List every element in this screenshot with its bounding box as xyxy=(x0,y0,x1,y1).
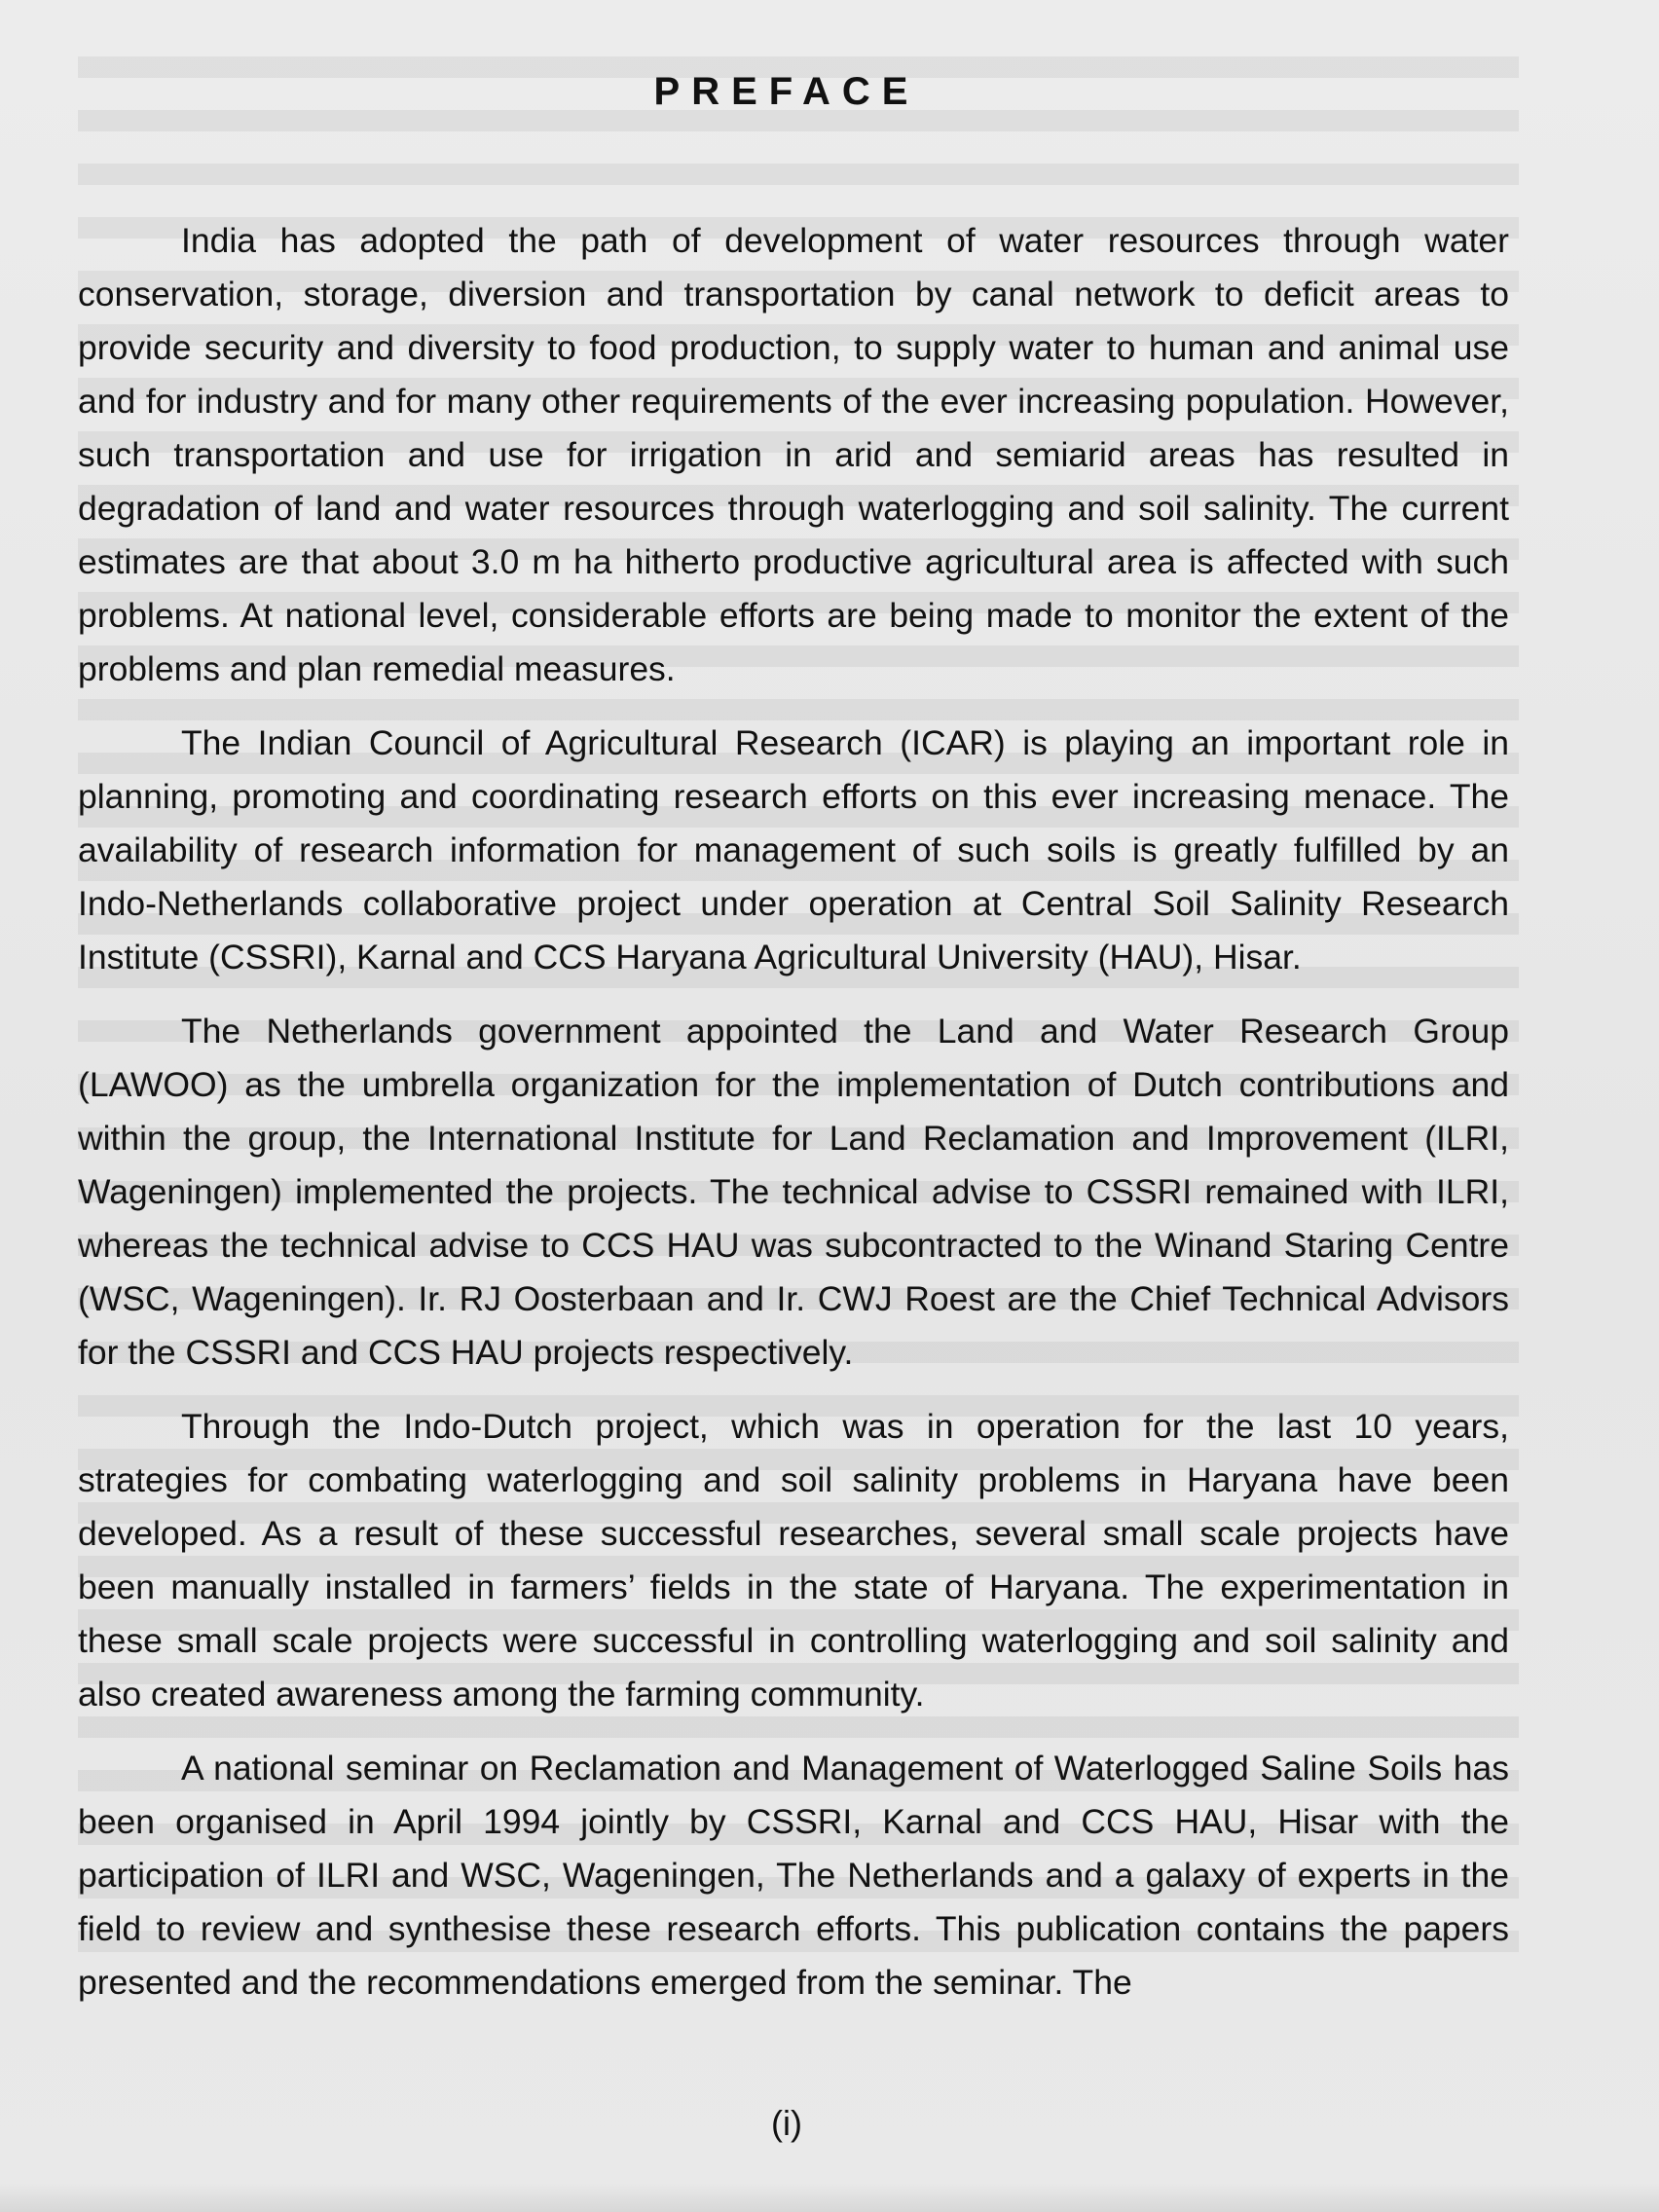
paragraph-2: The Indian Council of Agricultural Research (ICAR) is playing an important role in planning, promoting and coordinating research efforts on this ever increasing menace. The availability of research information for management of such soils is greatly fulfilled by an Indo-Netherlands collaborative project under operation at Central Soil Salinity Research Institute (CSSRI), Karnal and CCS Haryana Agricultural University (HAU), Hisar. xyxy=(78,723,1509,977)
paragraph-3: The Netherlands government appointed the Land and Water Research Group (LAWOO) as the umbrella organization for the implementation of Dutch contributions and within the group, the International Institute for Land Reclamation and Improvement (ILRI, Wageningen) implemented the projects. The technical advise to CSSRI remained with ILRI, whereas the technical advise to CCS HAU was subcontracted to the Winand Staring Centre (WSC, Wageningen). Ir. RJ Oosterbaan and Ir. CWJ Roest are the Chief Technical Advisors for the CSSRI and CCS HAU projects respectively. xyxy=(78,1012,1509,1372)
preface-body xyxy=(78,214,1509,2030)
paragraph-5: A national seminar on Reclamation and Management of Waterlogged Saline Soils has been organised in April 1994 jointly by CSSRI, Karnal and CCS HAU, Hisar with the participation of ILRI and WSC, Wageningen, The Netherlands and a galaxy of experts in the field to review and synthesise these research efforts. This publication contains the papers presented and the recommendations emerged from the seminar. The xyxy=(78,1749,1509,2002)
page-number: (i) xyxy=(771,2103,802,2143)
page-title: PREFACE xyxy=(653,70,920,113)
bottom-edge-shadow xyxy=(0,2183,1659,2212)
paragraph-4: Through the Indo-Dutch project, which was in operation for the last 10 years, strategies for combating waterlogging and soil salinity problems in Haryana have been developed. As a result of these successful researches, several small scale projects have been manually installed in farmers’ fields in the state of Haryana. The experimentation in these small scale projects were successful in controlling waterlogging and soil salinity and also created awareness among the farming community. xyxy=(78,1407,1509,1714)
paragraph-1: India has adopted the path of development of water resources through water conservation, storage, diversion and transportation by canal network to deficit areas to provide security and diversity to food production, to supply water to human and animal use and for industry and for many other requirements of the ever increasing population. However, such transportation and use for irrigation in arid and semiarid areas has resulted in degradation of land and water resources through waterlogging and soil salinity. The current estimates are that about 3.0 m ha hitherto productive agricultural area is affected with such problems. At national level, considerable efforts are being made to monitor the extent of the problems and plan remedial measures. xyxy=(78,221,1509,688)
